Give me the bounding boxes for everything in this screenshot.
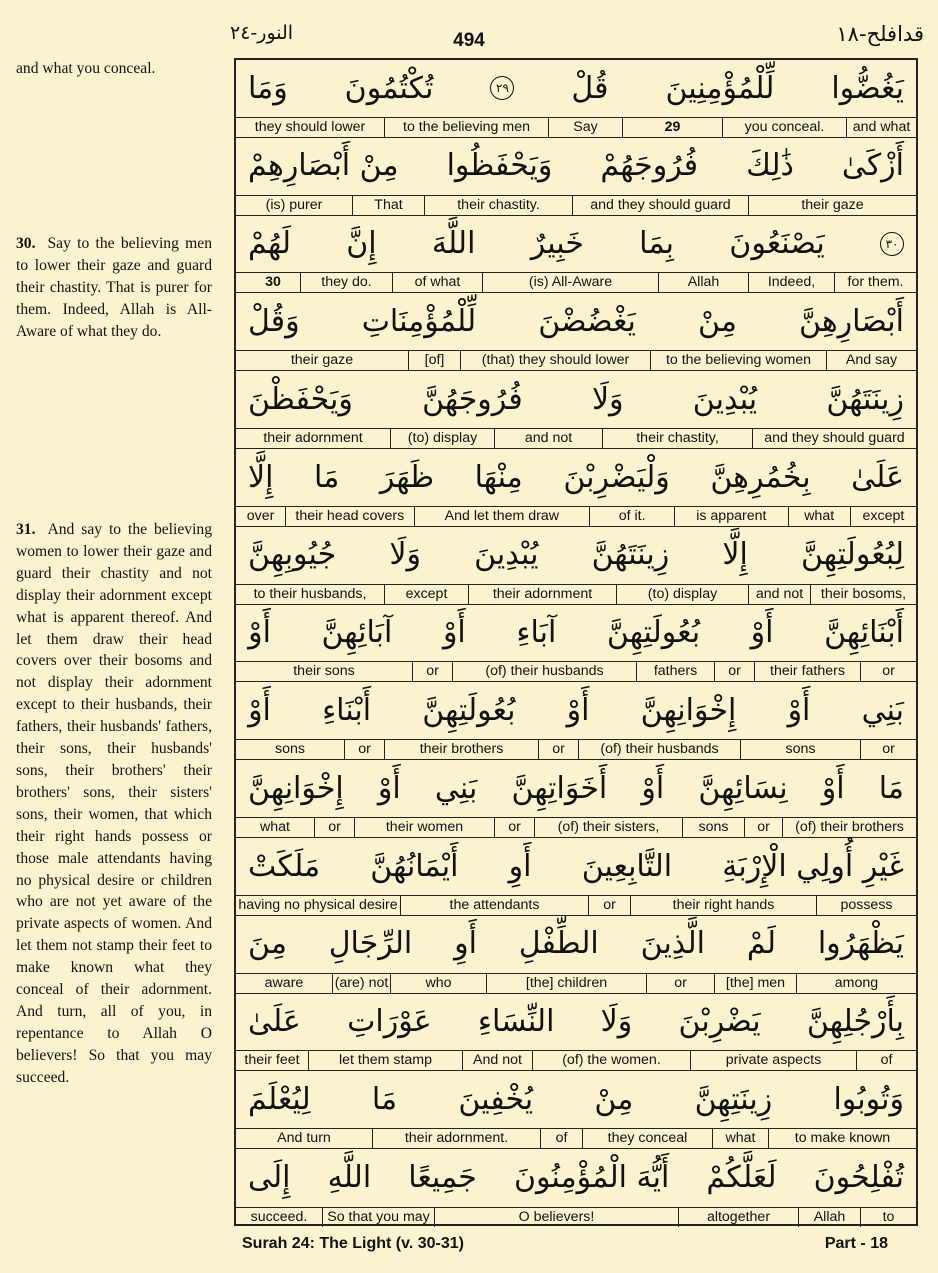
arabic-word: إِنَّ: [346, 226, 377, 262]
arabic-line: [236, 371, 916, 427]
gloss-cell: Allah: [798, 1208, 860, 1227]
verse-row: [236, 371, 916, 449]
gloss-cell: or: [344, 740, 384, 759]
arabic-word: جُيُوبِهِنَّ: [248, 537, 337, 573]
arabic-word: عَلَىٰ: [851, 459, 904, 495]
gloss-verse-number: 30: [265, 274, 281, 291]
verse-row: [236, 527, 916, 605]
gloss-cell: [the] men: [714, 974, 796, 993]
gloss-cell: their adornment: [263, 429, 363, 446]
gloss-cell: they conceal: [582, 1129, 712, 1148]
gloss-cell: their chastity,: [602, 429, 752, 448]
arabic-word: يَصْنَعُونَ: [729, 226, 825, 262]
arabic-word: أَيُّهَ الْمُؤْمِنُونَ: [514, 1159, 670, 1195]
gloss-cell: (is) purer: [265, 196, 323, 213]
translation-text: and what you conceal.: [16, 60, 156, 77]
verse-row: [236, 916, 916, 994]
arabic-word: أَوْ: [566, 692, 590, 728]
verse-row: [236, 293, 916, 371]
arabic-word: إِلَّا: [248, 459, 274, 495]
gloss-line: [236, 1207, 916, 1227]
gloss-line: [236, 973, 916, 993]
gloss-cell: among: [796, 974, 916, 993]
gloss-cell: they should lower: [254, 118, 366, 135]
arabic-word: عَوْرَاتِ: [347, 1004, 432, 1040]
gloss-cell: their sons: [293, 663, 355, 680]
arabic-word: فُرُوجَهُمْ: [600, 148, 699, 184]
verse-row: [236, 682, 916, 760]
gloss-line: [236, 117, 916, 137]
gloss-cell: of what: [392, 273, 482, 292]
gloss-cell: except: [850, 507, 916, 526]
gloss-cell: sons: [275, 741, 305, 758]
arabic-word: أَوِ: [508, 848, 532, 884]
verse-row: [236, 605, 916, 683]
arabic-line: [236, 605, 916, 661]
arabic-line: [236, 1149, 916, 1205]
arabic-word: يَظْهَرُوا: [817, 926, 904, 962]
verse-row: [236, 216, 916, 294]
arabic-word: مَا: [314, 459, 340, 495]
gloss-cell: their brothers: [384, 740, 538, 759]
gloss-cell: over: [246, 507, 275, 524]
gloss-cell: succeed.: [250, 1208, 308, 1225]
arabic-word: وَيَحْفَظْنَ: [248, 381, 353, 417]
gloss-cell: of it.: [589, 507, 674, 526]
arabic-word: تُكْتُمُونَ: [344, 70, 434, 106]
arabic-word: الطِّفْلِ: [518, 926, 599, 962]
arabic-word: يَضْرِبْنَ: [678, 1004, 761, 1040]
gloss-cell: their right hands: [630, 896, 816, 915]
gloss-cell: (of) their sisters,: [534, 818, 682, 837]
gloss-cell: and what: [846, 118, 916, 137]
gloss-cell: of: [540, 1129, 582, 1148]
gloss-cell: their women: [354, 818, 494, 837]
gloss-line: [236, 195, 916, 215]
gloss-cell: to the believing women: [650, 351, 826, 370]
arabic-word: أَوْ: [248, 692, 271, 728]
gloss-cell: aware: [264, 974, 304, 991]
gloss-cell: (to) display: [390, 429, 494, 448]
arabic-word: اللَّهِ: [327, 1159, 372, 1195]
arabic-word: لَمْ: [746, 926, 776, 962]
arabic-line: [236, 1071, 916, 1127]
arabic-word: أَبْصَارِهِنَّ: [799, 303, 904, 339]
arabic-word: وَلَا: [389, 537, 421, 573]
arabic-word: آبَاءِ: [516, 615, 557, 651]
gloss-line: [236, 584, 916, 604]
arabic-line: [236, 60, 916, 116]
gloss-cell: [of]: [408, 351, 460, 370]
arabic-word: بِأَرْجُلِهِنَّ: [806, 1004, 904, 1040]
arabic-line: [236, 682, 916, 738]
arabic-word: أَوْ: [377, 770, 401, 806]
arabic-word: مِنْ: [594, 1081, 634, 1117]
arabic-word: إِخْوَانِهِنَّ: [640, 692, 737, 728]
arabic-word: أَوْ: [641, 770, 665, 806]
gloss-cell: possess: [816, 896, 916, 915]
gloss-cell: what: [712, 1129, 768, 1148]
arabic-word: عَلَىٰ: [248, 1004, 301, 1040]
gloss-cell: That: [352, 196, 424, 215]
arabic-word: لَعَلَّكُمْ: [706, 1159, 777, 1195]
gloss-cell: having no physical desire: [238, 896, 398, 913]
gloss-cell: or: [860, 740, 916, 759]
verse-end-marker: ٣٠: [880, 232, 904, 256]
arabic-word: الرِّجَالِ: [328, 926, 413, 962]
gloss-cell: sons: [740, 740, 860, 759]
gloss-cell: sons: [682, 818, 744, 837]
arabic-word: قُلْ: [571, 70, 609, 106]
arabic-word: أَوْ: [787, 692, 811, 728]
gloss-cell: is apparent: [674, 507, 787, 526]
arabic-word: التَّابِعِينَ: [581, 848, 673, 884]
arabic-word: آبَائِهِنَّ: [321, 615, 393, 651]
verse-end-marker: ٢٩: [490, 76, 514, 100]
verse-number: 30.: [16, 235, 36, 252]
gloss-cell: (that) they should lower: [460, 351, 650, 370]
arabic-line: [236, 916, 916, 972]
gloss-cell: Allah: [658, 273, 748, 292]
arabic-word: بَنِي: [434, 770, 478, 806]
gloss-cell: or: [646, 974, 714, 993]
arabic-word: النِّسَاءِ: [477, 1004, 555, 1040]
arabic-line: [236, 527, 916, 583]
arabic-word: إِلَى: [248, 1159, 291, 1195]
gloss-cell: (of) their husbands: [578, 740, 740, 759]
arabic-line: [236, 994, 916, 1050]
gloss-cell: and they should guard: [572, 196, 748, 215]
footer-part: Part - 18: [824, 1235, 888, 1252]
verse-row: [236, 1071, 916, 1149]
gloss-cell: And let them draw: [414, 507, 590, 526]
gloss-cell: for them.: [834, 273, 916, 292]
gloss-line: [236, 661, 916, 681]
footer-surah-title: Surah 24: The Light (v. 30-31): [242, 1235, 464, 1252]
arabic-word: وَلَا: [591, 381, 624, 417]
arabic-word: وَيَحْفَظُوا: [446, 148, 553, 184]
gloss-cell: and they should guard: [752, 429, 916, 448]
arabic-word: لَهُمْ: [248, 226, 291, 262]
gloss-cell: let them stamp: [308, 1051, 462, 1070]
word-by-word-grid: [234, 58, 918, 1226]
translation-text: And say to the believing women to lower their gaze and guard their chastity and not display their adornment except what is apparent thereof. And let them draw their head covers over their bosoms and not display their adornment except to their husbands, their fathers, their husbands' fathers, their sons, their husbands' sons, their brothers' their brothers' sons, their sisters' sons, their women, that which their right hands possess or those male attendants having no physical desire or children who are not yet aware of the private aspects of women. And let them not stamp their feet to make known what they conceal of their adornment. And turn, all of you, in repentance to Allah O believers! So that you may succeed.: [16, 521, 212, 1086]
gloss-cell: So that you may: [322, 1208, 434, 1227]
gloss-cell: the attendants: [400, 896, 588, 915]
gloss-cell: to the believing men: [384, 118, 548, 137]
arabic-word: مِنْ: [698, 303, 737, 339]
arabic-word: أَوِ: [454, 926, 477, 962]
arabic-word: نِسَائِهِنَّ: [698, 770, 788, 806]
arabic-word: فُرُوجَهُنَّ: [422, 381, 523, 417]
gloss-cell: And turn: [277, 1130, 331, 1147]
gloss-cell: what: [788, 507, 850, 526]
gloss-cell: and not: [748, 585, 810, 604]
gloss-cell: [the] children: [486, 974, 646, 993]
gloss-cell: you conceal.: [722, 118, 846, 137]
gloss-line: [236, 895, 916, 915]
header-part-label: قدافلح-١٨: [836, 22, 924, 46]
arabic-word: أَيْمَانُهُنَّ: [370, 848, 459, 884]
arabic-word: وَمَا: [248, 70, 288, 106]
arabic-word: إِخْوَانِهِنَّ: [248, 770, 344, 806]
arabic-word: خَبِيرٌ: [530, 226, 584, 262]
arabic-word: أَوْ: [821, 770, 845, 806]
verse-row: [236, 838, 916, 916]
gloss-cell: And say: [826, 351, 916, 370]
arabic-word: اللَّهَ: [431, 226, 476, 262]
gloss-cell: (of) their husbands: [452, 662, 636, 681]
translation-paragraph: [16, 233, 212, 343]
arabic-line: [236, 216, 916, 272]
page-number: 494: [453, 30, 485, 51]
arabic-word: أَوْ: [442, 615, 466, 651]
gloss-cell: to: [860, 1208, 916, 1227]
gloss-line: [236, 739, 916, 759]
gloss-cell: their adornment: [468, 585, 616, 604]
gloss-line: [236, 506, 916, 526]
arabic-word: زِينَتَهُنَّ: [826, 381, 904, 417]
arabic-line: [236, 138, 916, 194]
gloss-cell: And not: [462, 1051, 532, 1070]
gloss-line: [236, 272, 916, 292]
arabic-line: [236, 760, 916, 816]
arabic-word: ذَٰلِكَ: [746, 148, 794, 184]
gloss-line: [236, 1128, 916, 1148]
arabic-word: أَزْكَىٰ: [841, 148, 904, 184]
arabic-word: لِبُعُولَتِهِنَّ: [800, 537, 904, 573]
gloss-cell: or: [314, 818, 354, 837]
verse-row: [236, 760, 916, 838]
gloss-cell: (is) All-Aware: [482, 273, 658, 292]
arabic-word: يَغْضُضْنَ: [538, 303, 636, 339]
gloss-cell: (of) their brothers: [782, 818, 916, 837]
arabic-word: يُبْدِينَ: [692, 381, 758, 417]
gloss-cell: their gaze: [290, 352, 354, 369]
gloss-cell: or: [588, 896, 630, 915]
gloss-cell: or: [714, 662, 754, 681]
gloss-verse-number: 29: [622, 118, 722, 137]
arabic-word: بُعُولَتِهِنَّ: [422, 692, 516, 728]
gloss-cell: their head covers: [285, 507, 413, 526]
gloss-cell: their fathers: [754, 662, 860, 681]
arabic-word: يَغُضُّوا: [831, 70, 904, 106]
arabic-word: بِمَا: [639, 226, 675, 262]
gloss-line: [236, 817, 916, 837]
arabic-word: جَمِيعًا: [408, 1159, 477, 1195]
arabic-word: بَنِي: [861, 692, 904, 728]
gloss-cell: of: [856, 1051, 916, 1070]
verse-row: [236, 994, 916, 1072]
arabic-word: زِينَتَهُنَّ: [591, 537, 670, 573]
arabic-word: ظَهَرَ: [379, 459, 435, 495]
gloss-cell: O believers!: [434, 1208, 678, 1227]
gloss-cell: fathers: [636, 662, 714, 681]
arabic-word: أَبْنَائِهِنَّ: [824, 615, 904, 651]
header-surah-label: النور-٢٤: [230, 22, 294, 44]
gloss-cell: they do.: [300, 273, 392, 292]
arabic-word: إِلَّا: [722, 537, 748, 573]
arabic-word: أَوْ: [248, 615, 271, 651]
arabic-word: تُفْلِحُونَ: [813, 1159, 904, 1195]
gloss-cell: (of) the women.: [532, 1051, 690, 1070]
arabic-word: مَا: [878, 770, 904, 806]
gloss-cell: or: [412, 662, 452, 681]
gloss-cell: their feet: [244, 1052, 300, 1069]
arabic-word: مَلَكَتْ: [248, 848, 321, 884]
translation-paragraph: [16, 58, 212, 80]
gloss-cell: to their husbands,: [253, 585, 367, 602]
gloss-cell: their adornment.: [372, 1129, 540, 1148]
gloss-cell: who: [390, 974, 486, 993]
arabic-word: أَبْنَاءِ: [322, 692, 372, 728]
gloss-line: [236, 428, 916, 448]
arabic-word: أَوْ: [750, 615, 774, 651]
arabic-word: وَلَا: [600, 1004, 633, 1040]
gloss-cell: or: [494, 818, 534, 837]
arabic-line: [236, 293, 916, 349]
gloss-cell: altogether: [678, 1208, 798, 1227]
gloss-cell: what: [260, 818, 290, 835]
verse-row: [236, 449, 916, 527]
arabic-word: غَيْرِ أُولِي الْإِرْبَةِ: [722, 848, 904, 884]
arabic-word: الَّذِينَ: [640, 926, 706, 962]
gloss-cell: and not: [494, 429, 602, 448]
translation-text: Say to the believing men to lower their gaze and guard their chastity. That is purer for them. Indeed, Allah is All-Aware of what they do.: [16, 235, 212, 340]
arabic-word: بِخُمُرِهِنَّ: [710, 459, 811, 495]
gloss-cell: their chastity.: [424, 196, 572, 215]
verse-row: [236, 138, 916, 216]
gloss-cell: (to) display: [616, 585, 748, 604]
gloss-cell: Indeed,: [748, 273, 834, 292]
gloss-cell: their gaze: [748, 196, 916, 215]
arabic-word: مِنَ: [248, 926, 287, 962]
gloss-cell: or: [744, 818, 782, 837]
verse-row: [236, 60, 916, 138]
verse-number: 31.: [16, 521, 36, 538]
arabic-word: لِّلْمُؤْمِنِينَ: [665, 70, 775, 106]
arabic-word: بُعُولَتِهِنَّ: [606, 615, 701, 651]
gloss-cell: Say: [548, 118, 622, 137]
arabic-word: مَا: [371, 1081, 398, 1117]
verse-row: [236, 1149, 916, 1227]
translation-paragraph: [16, 519, 212, 1089]
gloss-line: [236, 1050, 916, 1070]
arabic-word: مِنْ أَبْصَارِهِمْ: [248, 148, 399, 184]
gloss-cell: or: [538, 740, 578, 759]
arabic-line: [236, 838, 916, 894]
arabic-line: [236, 449, 916, 505]
arabic-word: لِيُعْلَمَ: [248, 1081, 311, 1117]
gloss-cell: private aspects: [690, 1051, 856, 1070]
gloss-cell: to make known: [768, 1129, 916, 1148]
arabic-word: مِنْهَا: [474, 459, 523, 495]
arabic-word: وَلْيَضْرِبْنَ: [563, 459, 670, 495]
arabic-word: زِينَتِهِنَّ: [694, 1081, 773, 1117]
gloss-line: [236, 350, 916, 370]
arabic-word: لِّلْمُؤْمِنَاتِ: [361, 303, 477, 339]
arabic-word: وَتُوبُوا: [833, 1081, 904, 1117]
arabic-word: وَقُلْ: [248, 303, 300, 339]
gloss-cell: except: [384, 585, 468, 604]
arabic-word: يُخْفِينَ: [458, 1081, 534, 1117]
arabic-word: يُبْدِينَ: [474, 537, 539, 573]
arabic-word: أَخَوَاتِهِنَّ: [511, 770, 608, 806]
gloss-cell: their bosoms,: [810, 585, 916, 604]
gloss-cell: (are) not: [332, 974, 390, 993]
gloss-cell: or: [860, 662, 916, 681]
